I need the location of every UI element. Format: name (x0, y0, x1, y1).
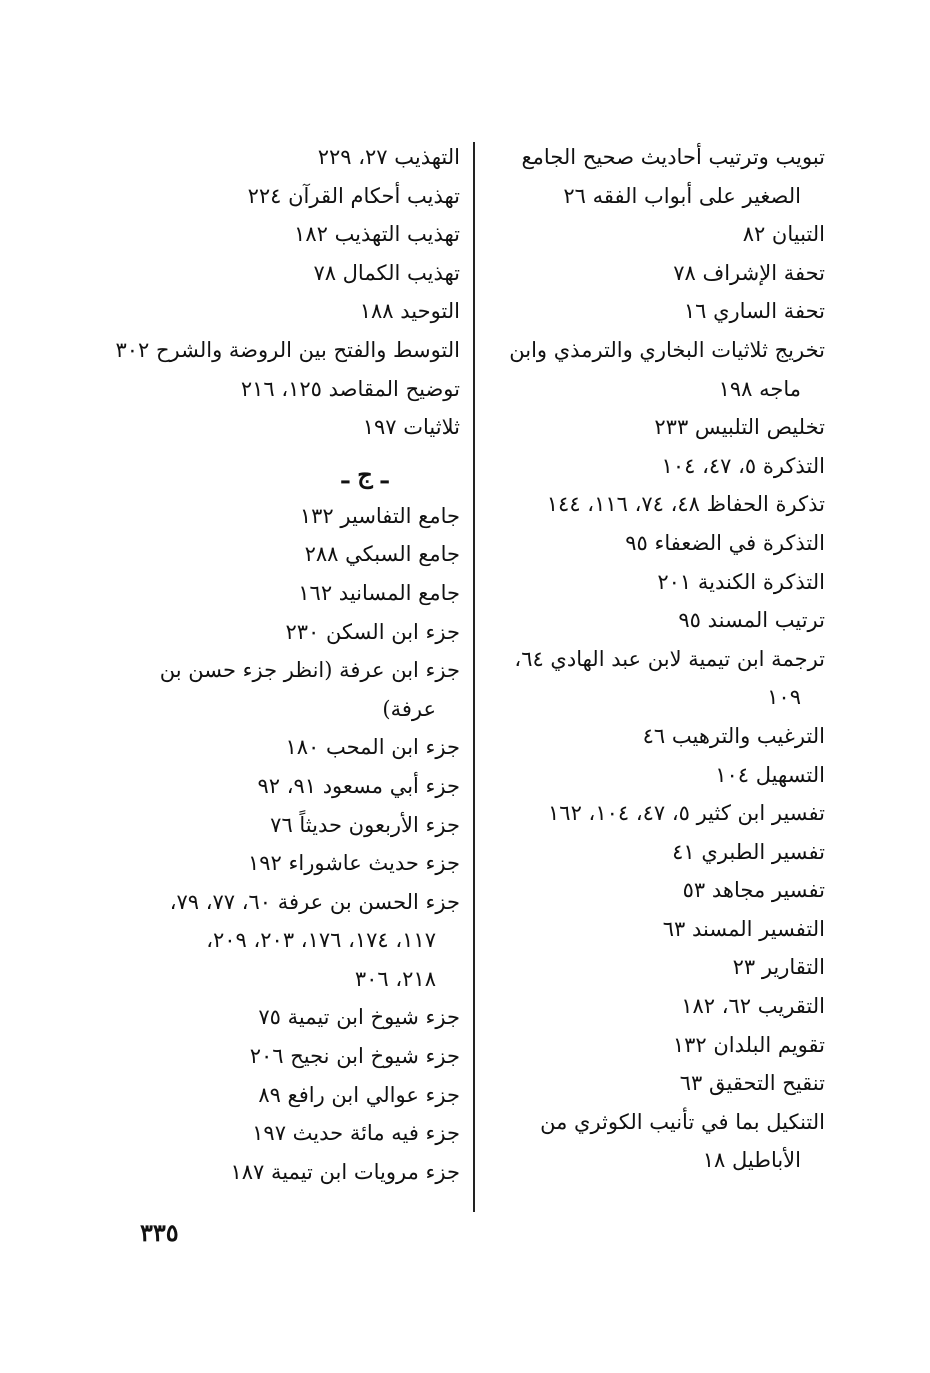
index-entry: التسهيل ١٠٤ (715, 762, 825, 787)
index-entry: التذكرة ٥، ٤٧، ١٠٤ (661, 453, 825, 478)
index-entry: تقويم البلدان ١٣٢ (672, 1032, 825, 1057)
index-entry: توضيح المقاصد ١٢٥، ٢١٦ (240, 376, 460, 401)
index-entry: تحفة الإشراف ٧٨ (673, 260, 825, 285)
index-entry: جزء أبي مسعود ٩١، ٩٢ (257, 773, 460, 798)
page-number: ٣٣٥ (140, 1218, 179, 1247)
index-entry: تهذيب الكمال ٧٨ (313, 260, 460, 285)
index-entry: جزء شيوخ ابن تيمية ٧٥ (258, 1005, 460, 1030)
index-entry: جزء حديث عاشوراء ١٩٢ (247, 851, 460, 876)
index-entry: جزء ابن السكن ٢٣٠ (285, 619, 460, 644)
index-entry: تخليص التلبيس ٢٣٣ (654, 415, 825, 440)
index-entry: جزء عوالي ابن رافع ٨٩ (258, 1082, 460, 1107)
index-entry: تخريج ثلاثيات البخاري والترمذي وابن ماجه ١٩٨ (509, 337, 825, 401)
index-entry: جامع السبكي ٢٨٨ (304, 542, 460, 567)
index-entry: تفسير الطبري ٤١ (672, 839, 825, 864)
index-entry: ثلاثيات ١٩٧ (362, 415, 460, 440)
index-entry: التذكرة الكندية ٢٠١ (657, 569, 825, 594)
index-entry: تبويب وترتيب أحاديث صحيح الجامع الصغير على أبواب الفقه ٢٦ (521, 145, 825, 208)
index-entry: تحفة الساري ١٦ (683, 299, 825, 324)
column-divider (473, 142, 475, 1212)
index-entry: جزء ابن المحب ١٨٠ (285, 735, 460, 760)
index-entry: التوحيد ١٨٨ (359, 299, 460, 324)
index-column-left (115, 138, 460, 1191)
index-entry: تذكرة الحفاظ ٤٨، ٧٤، ١١٦، ١٤٤ (546, 492, 825, 517)
letter-section-heading: ـ ج ـ (341, 459, 389, 489)
index-entry: ترتيب المسند ٩٥ (678, 608, 825, 633)
index-entry: التنكيل بما في تأنيب الكوثري من الأباطيل ١٨ (540, 1109, 825, 1173)
index-entry: جزء مرويات ابن تيمية ١٨٧ (230, 1159, 460, 1184)
index-entry: ترجمة ابن تيمية لابن عبد الهادي ٦٤، ١٠٩ (514, 646, 825, 710)
index-entry: جزء الحسن بن عرفة ٦٠، ٧٧، ٧٩، ١١٧، ١٧٤، ١٧٦، ٢٠٣، ٢٠٩، ٢١٨، ٣٠٦ (169, 889, 460, 991)
index-entry: تهذيب أحكام القرآن ٢٢٤ (247, 183, 460, 208)
index-entry: التفسير المسند ٦٣ (662, 916, 825, 941)
index-entry: التهذيب ٢٧، ٢٢٩ (317, 145, 460, 169)
index-entry: التذكرة في الضعفاء ٩٥ (625, 530, 825, 555)
index-entry: تفسير ابن كثير ٥، ٤٧، ١٠٤، ١٦٢ (548, 801, 825, 826)
index-entry: التوسط والفتح بين الروضة والشرح ٣٠٢ (115, 337, 460, 362)
index-entry: جزء ابن عرفة (انظر جزء حسن بن عرفة) (159, 658, 460, 721)
index-entry: تنقيح التحقيق ٦٣ (679, 1071, 825, 1096)
index-entry: جامع التفاسير ١٣٢ (299, 503, 460, 528)
index-entry: تهذيب التهذيب ١٨٢ (294, 222, 460, 247)
index-entry: تفسير مجاهد ٥٣ (682, 878, 825, 903)
index-entry: التبيان ٨٢ (742, 222, 825, 247)
index-entry: جزء الأربعون حديثاً ٧٦ (270, 812, 460, 837)
index-entry: جزء فيه مائة حديث ١٩٧ (252, 1121, 460, 1146)
index-entry: الترغيب والترهيب ٤٦ (642, 723, 825, 748)
index-column-right (495, 138, 825, 1180)
index-entry: جزء شيوخ ابن نجيح ٢٠٦ (249, 1044, 460, 1069)
index-entry: التقريب ٦٢، ١٨٢ (681, 994, 825, 1019)
index-entry: التقارير ٢٣ (732, 955, 825, 980)
index-entry: جامع المسانيد ١٦٢ (298, 580, 460, 605)
